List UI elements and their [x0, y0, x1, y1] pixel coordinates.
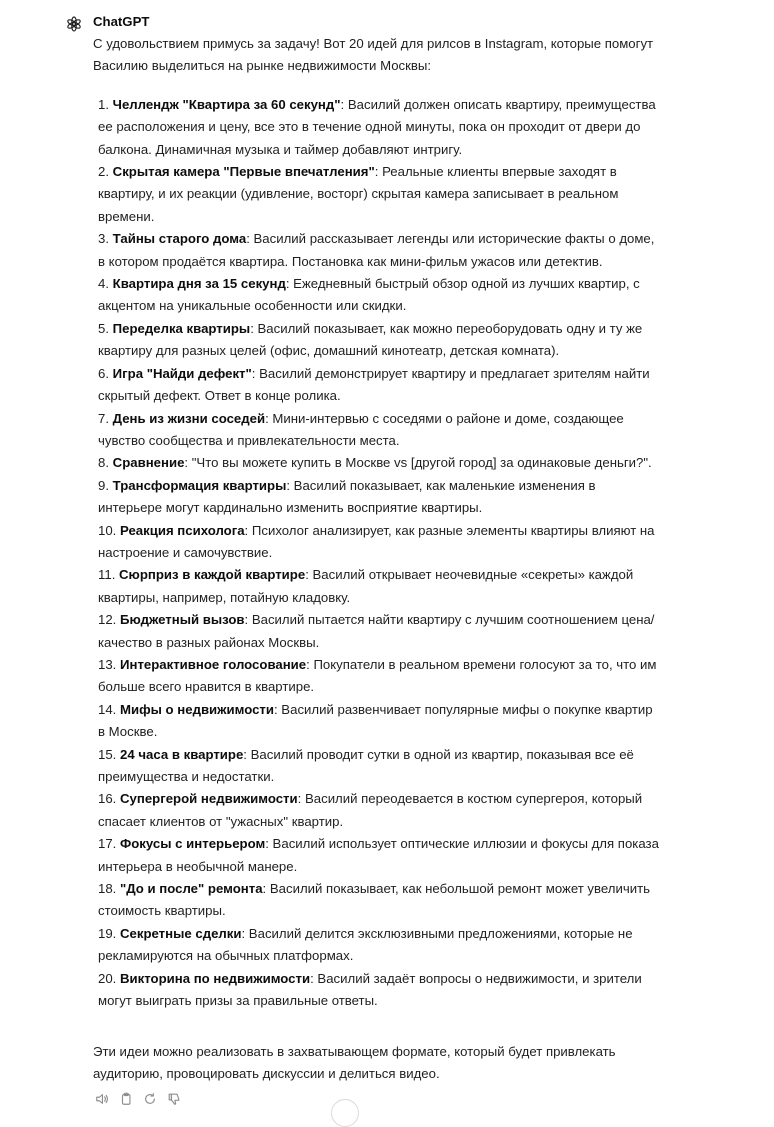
idea-text: : Мини-интервью с соседями о районе и доме, создающее чувство сообщества и привлекательности места.	[98, 410, 624, 448]
message-actions	[93, 1090, 183, 1108]
read-aloud-icon	[95, 1092, 109, 1106]
idea-number: 16.	[98, 791, 120, 807]
list-item	[98, 452, 663, 474]
copy-button[interactable]	[117, 1090, 135, 1108]
idea-number: 13.	[98, 656, 120, 672]
idea-title: "До и после" ремонта	[120, 881, 263, 897]
list-item	[98, 923, 663, 968]
idea-title: Сравнение	[112, 455, 185, 471]
list-item	[98, 968, 663, 1013]
list-item	[98, 833, 663, 878]
idea-number: 9.	[98, 477, 113, 493]
idea-title: Фокусы с интерьером	[120, 836, 266, 852]
message-author: ChatGPT	[93, 14, 150, 29]
idea-number: 10.	[98, 522, 120, 538]
idea-text: : Ежедневный быстрый обзор одной из лучших квартир, с акцентом на уникальные особенности или скидки.	[98, 276, 640, 314]
idea-title: Сюрприз в каждой квартире	[119, 567, 306, 583]
list-item	[98, 273, 663, 318]
idea-number: 2.	[98, 164, 113, 180]
idea-number: 20.	[98, 970, 120, 986]
idea-title: Секретные сделки	[120, 925, 242, 941]
idea-number: 14.	[98, 701, 120, 717]
idea-title: Тайны старого дома	[112, 231, 247, 247]
message-body	[93, 33, 663, 1012]
list-item	[98, 520, 663, 565]
idea-title: Интерактивное голосование	[120, 656, 307, 672]
idea-text: : Василий использует оптические иллюзии и фокусы для показа интерьера в необычной манере.	[98, 836, 659, 874]
idea-title: Квартира дня за 15 секунд	[112, 276, 286, 292]
list-item	[98, 475, 663, 520]
idea-text: : Покупатели в реальном времени голосуют за то, что им больше всего нравится в квартире.	[98, 656, 657, 695]
idea-number: 17.	[98, 836, 120, 852]
list-item	[98, 699, 663, 744]
idea-text: : Василий рассказывает легенды или исторические факты о доме, в котором продаётся квартира. Постановка как мини-фильм ужасов или детектив.	[98, 231, 655, 269]
list-item	[98, 161, 663, 228]
regenerate-icon	[143, 1092, 157, 1106]
list-item	[98, 654, 663, 699]
idea-number: 18.	[98, 881, 120, 897]
idea-text: : Василий открывает неочевидные «секреты» каждой квартиры, например, потайную кладовку.	[98, 567, 634, 605]
idea-title: Игра "Найди дефект"	[112, 365, 252, 381]
regenerate-button[interactable]	[141, 1090, 159, 1108]
idea-text: : "Что вы можете купить в Москве vs [другой город] за одинаковые деньги?".	[184, 455, 652, 471]
thumbs-down-icon	[167, 1092, 181, 1106]
idea-title: День из жизни соседей	[112, 410, 266, 426]
copy-icon	[119, 1092, 133, 1106]
read-aloud-button[interactable]	[93, 1090, 111, 1108]
idea-text: : Василий делится эксклюзивными предложениями, которые не рекламируются на обычных платформах.	[98, 925, 633, 964]
message-intro: С удовольствием примусь за задачу! Вот 20 идей для рилсов в Instagram, которые помогут Василию выделиться на рынке недвижимости Москвы:	[93, 36, 654, 74]
idea-title: Мифы о недвижимости	[120, 701, 274, 717]
idea-title: Бюджетный вызов	[120, 612, 245, 628]
idea-number: 7.	[98, 410, 113, 426]
idea-number: 3.	[98, 231, 113, 247]
idea-number: 5.	[98, 320, 113, 336]
idea-text: : Василий пытается найти квартиру с лучшим соотношением цена/качество в разных районах Москвы.	[98, 612, 655, 650]
openai-logo-icon	[64, 14, 84, 34]
list-item	[98, 609, 663, 654]
list-item	[98, 94, 663, 161]
idea-text: : Психолог анализирует, как разные элементы квартиры влияют на настроение и самочувствие.	[98, 522, 655, 560]
idea-number: 8.	[98, 455, 113, 471]
idea-number: 4.	[98, 276, 113, 292]
idea-title: 24 часа в квартире	[120, 746, 244, 762]
ideas-list	[93, 94, 663, 1013]
list-item	[98, 363, 663, 408]
idea-title: Челлендж "Квартира за 60 секунд"	[112, 96, 341, 112]
list-item	[98, 228, 663, 273]
list-item	[98, 744, 663, 789]
idea-number: 11.	[98, 567, 120, 583]
message-outro: Эти идеи можно реализовать в захватывающем формате, который будет привлекать аудиторию, провоцировать дискуссии и делиться видео.	[93, 1044, 616, 1082]
idea-title: Викторина по недвижимости	[120, 970, 311, 986]
thumbs-down-button[interactable]	[165, 1090, 183, 1108]
idea-text: : Василий переодевается в костюм супергероя, который спасает клиентов от "ужасных" квартир.	[98, 791, 643, 829]
idea-text: : Василий должен описать квартиру, преимущества ее расположения и цену, все это в течение одной минуты, пока он проходит от двери до балкона. Динамичная музыка и таймер добавляют интригу.	[98, 96, 656, 157]
idea-text: : Василий показывает, как небольшой ремонт может увеличить стоимость квартиры.	[98, 881, 650, 919]
idea-title: Супергерой недвижимости	[120, 791, 298, 807]
list-item	[98, 788, 663, 833]
idea-text: : Василий задаёт вопросы о недвижимости, и зрители могут выиграть призы за правильные ответы.	[98, 970, 642, 1009]
idea-text: : Василий проводит сутки в одной из квартир, показывая все её преимущества и недостатки.	[98, 746, 634, 784]
list-item	[98, 318, 663, 363]
idea-text: : Василий демонстрирует квартиру и предлагает зрителям найти скрытый дефект. Ответ в конце ролика.	[98, 365, 650, 404]
idea-text: : Василий показывает, как можно переоборудовать одну и ту же квартиру для разных целей (офис, домашний кинотеатр, детская комната).	[98, 320, 643, 359]
list-item	[98, 564, 663, 609]
idea-number: 1.	[98, 96, 113, 112]
idea-title: Скрытая камера "Первые впечатления"	[112, 164, 375, 180]
idea-number: 6.	[98, 365, 113, 381]
list-item	[98, 878, 663, 923]
idea-text: : Реальные клиенты впервые заходят в квартиру, и их реакции (удивление, восторг) скрытая камера записывает в реальном времени.	[98, 164, 619, 224]
idea-number: 19.	[98, 925, 120, 941]
idea-title: Трансформация квартиры	[112, 477, 287, 493]
idea-number: 15.	[98, 746, 120, 762]
idea-number: 12.	[98, 612, 120, 628]
idea-text: : Василий показывает, как маленькие изменения в интерьере могут кардинально изменить восприятие квартиры.	[98, 477, 596, 516]
list-item	[98, 408, 663, 453]
scroll-to-bottom-button[interactable]	[331, 1099, 359, 1127]
idea-title: Переделка квартиры	[112, 320, 251, 336]
idea-text: : Василий развенчивает популярные мифы о покупке квартир в Москве.	[98, 701, 653, 740]
idea-title: Реакция психолога	[120, 522, 245, 538]
